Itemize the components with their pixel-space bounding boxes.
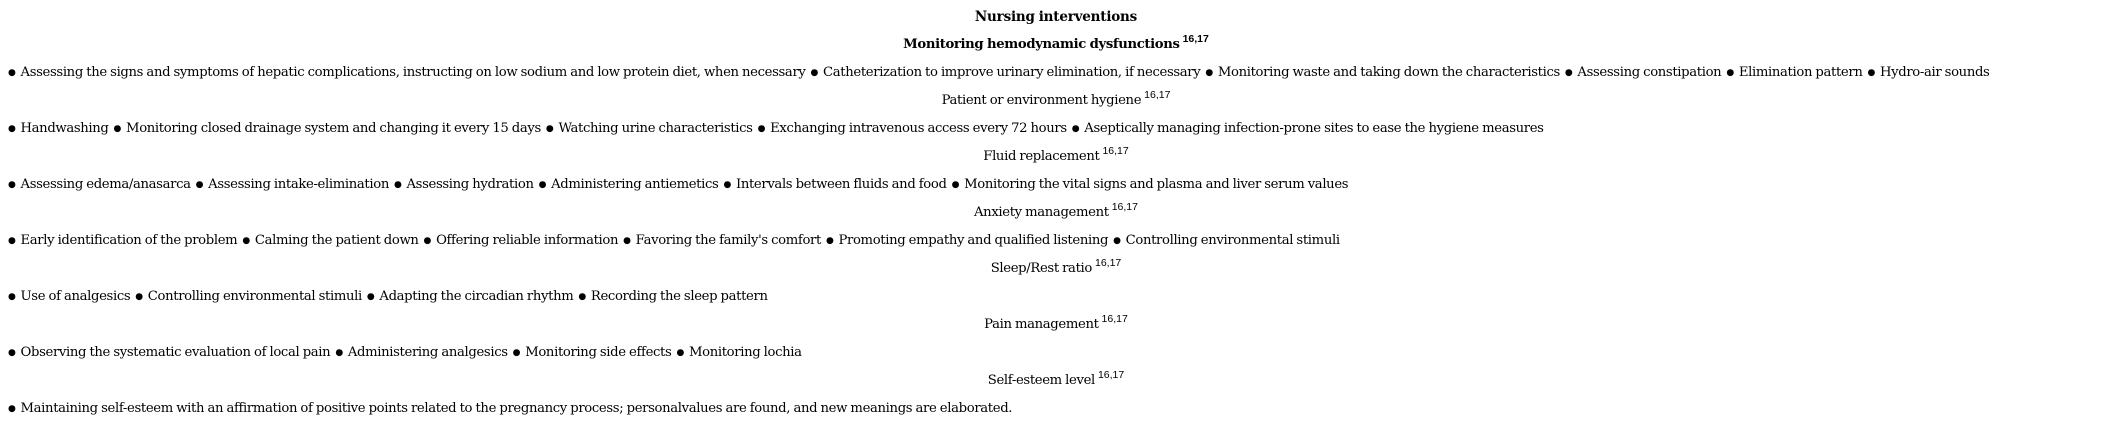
reference-superscript: 16,17 — [1102, 145, 1129, 157]
list-item: ● Early identification of the problem — [8, 233, 237, 248]
section-heading-pain — [0, 313, 2112, 334]
section-heading-hemodynamic — [0, 33, 2112, 54]
section-items-pain — [0, 344, 2112, 363]
reference-superscript: 16,17 — [1094, 257, 1122, 269]
list-item: ● Exchanging intravenous access every 72 hours — [758, 121, 1067, 136]
list-item: ● Administering analgesics — [335, 345, 507, 360]
list-item: ● Monitoring waste and taking down the characteristics — [1205, 65, 1560, 80]
document-title-text: Nursing interventions — [974, 9, 1138, 25]
reference-superscript: 16,17 — [1182, 33, 1209, 45]
section-heading-anxiety — [0, 201, 2112, 222]
list-item: ● Administering antiemetics — [539, 177, 719, 192]
section-heading-text: Anxiety management — [974, 205, 1109, 220]
section-items-hemodynamic — [0, 64, 2112, 83]
reference-superscript: 16,17 — [1101, 313, 1128, 325]
section-items-hygiene — [0, 120, 2112, 139]
section-heading-hygiene — [0, 89, 2112, 110]
list-item: ● Recording the sleep pattern — [578, 289, 767, 304]
list-item: ● Watching urine characteristics — [546, 121, 753, 136]
list-item: ● Use of analgesics — [8, 289, 130, 304]
list-item: ● Calming the patient down — [242, 233, 418, 248]
list-item: ● Aseptically managing infection-prone sites to ease the hygiene measures — [1072, 121, 1544, 136]
list-item: ● Controlling environmental stimuli — [1113, 233, 1340, 248]
section-heading-text: Pain management — [984, 317, 1099, 332]
document-title — [0, 8, 2112, 26]
list-item: ● Controlling environmental stimuli — [135, 289, 362, 304]
list-item: ● Assessing intake-elimination — [196, 177, 389, 192]
section-heading-text: Sleep/Rest ratio — [990, 261, 1092, 276]
section-items-anxiety — [0, 232, 2112, 251]
list-item: ● Intervals between fluids and food — [723, 177, 946, 192]
section-heading-sleep-rest — [0, 257, 2112, 278]
list-item: ● Assessing the signs and symptoms of hepatic complications, instructing on low sodium and low protein diet, when necessary — [8, 65, 806, 80]
list-item: ● Elimination pattern — [1726, 65, 1862, 80]
section-items-self-esteem — [0, 400, 2112, 419]
list-item: ● Promoting empathy and qualified listening — [826, 233, 1108, 248]
list-item: ● Offering reliable information — [424, 233, 619, 248]
reference-superscript: 16,17 — [1144, 89, 1171, 101]
section-heading-fluid-replacement — [0, 145, 2112, 166]
list-item: ● Maintaining self-esteem with an affirmation of positive points related to the pregnancy process; personalvalues are found, and new meanings are elaborated. — [8, 401, 1012, 416]
reference-superscript: 16,17 — [1097, 369, 1125, 381]
list-item: ● Adapting the circadian rhythm — [367, 289, 573, 304]
list-item: ● Assessing constipation — [1565, 65, 1721, 80]
list-item: ● Catheterization to improve urinary elimination, if necessary — [811, 65, 1201, 80]
section-heading-text: Monitoring hemodynamic dysfunctions — [903, 37, 1180, 52]
list-item: ● Monitoring closed drainage system and changing it every 15 days — [114, 121, 541, 136]
section-heading-self-esteem — [0, 369, 2112, 390]
list-item: ● Hydro-air sounds — [1867, 65, 1989, 80]
section-items-fluid-replacement — [0, 176, 2112, 195]
section-heading-text: Fluid replacement — [983, 149, 1100, 164]
list-item: ● Handwashing — [8, 121, 109, 136]
list-item: ● Assessing edema/anasarca — [8, 177, 191, 192]
list-item: ● Monitoring side effects — [513, 345, 672, 360]
list-item: ● Monitoring the vital signs and plasma and liver serum values — [952, 177, 1349, 192]
list-item: ● Observing the systematic evaluation of local pain — [8, 345, 330, 360]
section-heading-text: Patient or environment hygiene — [941, 93, 1142, 108]
section-items-sleep-rest — [0, 288, 2112, 307]
section-heading-text: Self-esteem level — [987, 373, 1095, 388]
list-item: ● Favoring the family's comfort — [623, 233, 821, 248]
list-item: ● Assessing hydration — [394, 177, 534, 192]
list-item: ● Monitoring lochia — [676, 345, 801, 360]
reference-superscript: 16,17 — [1111, 201, 1138, 213]
